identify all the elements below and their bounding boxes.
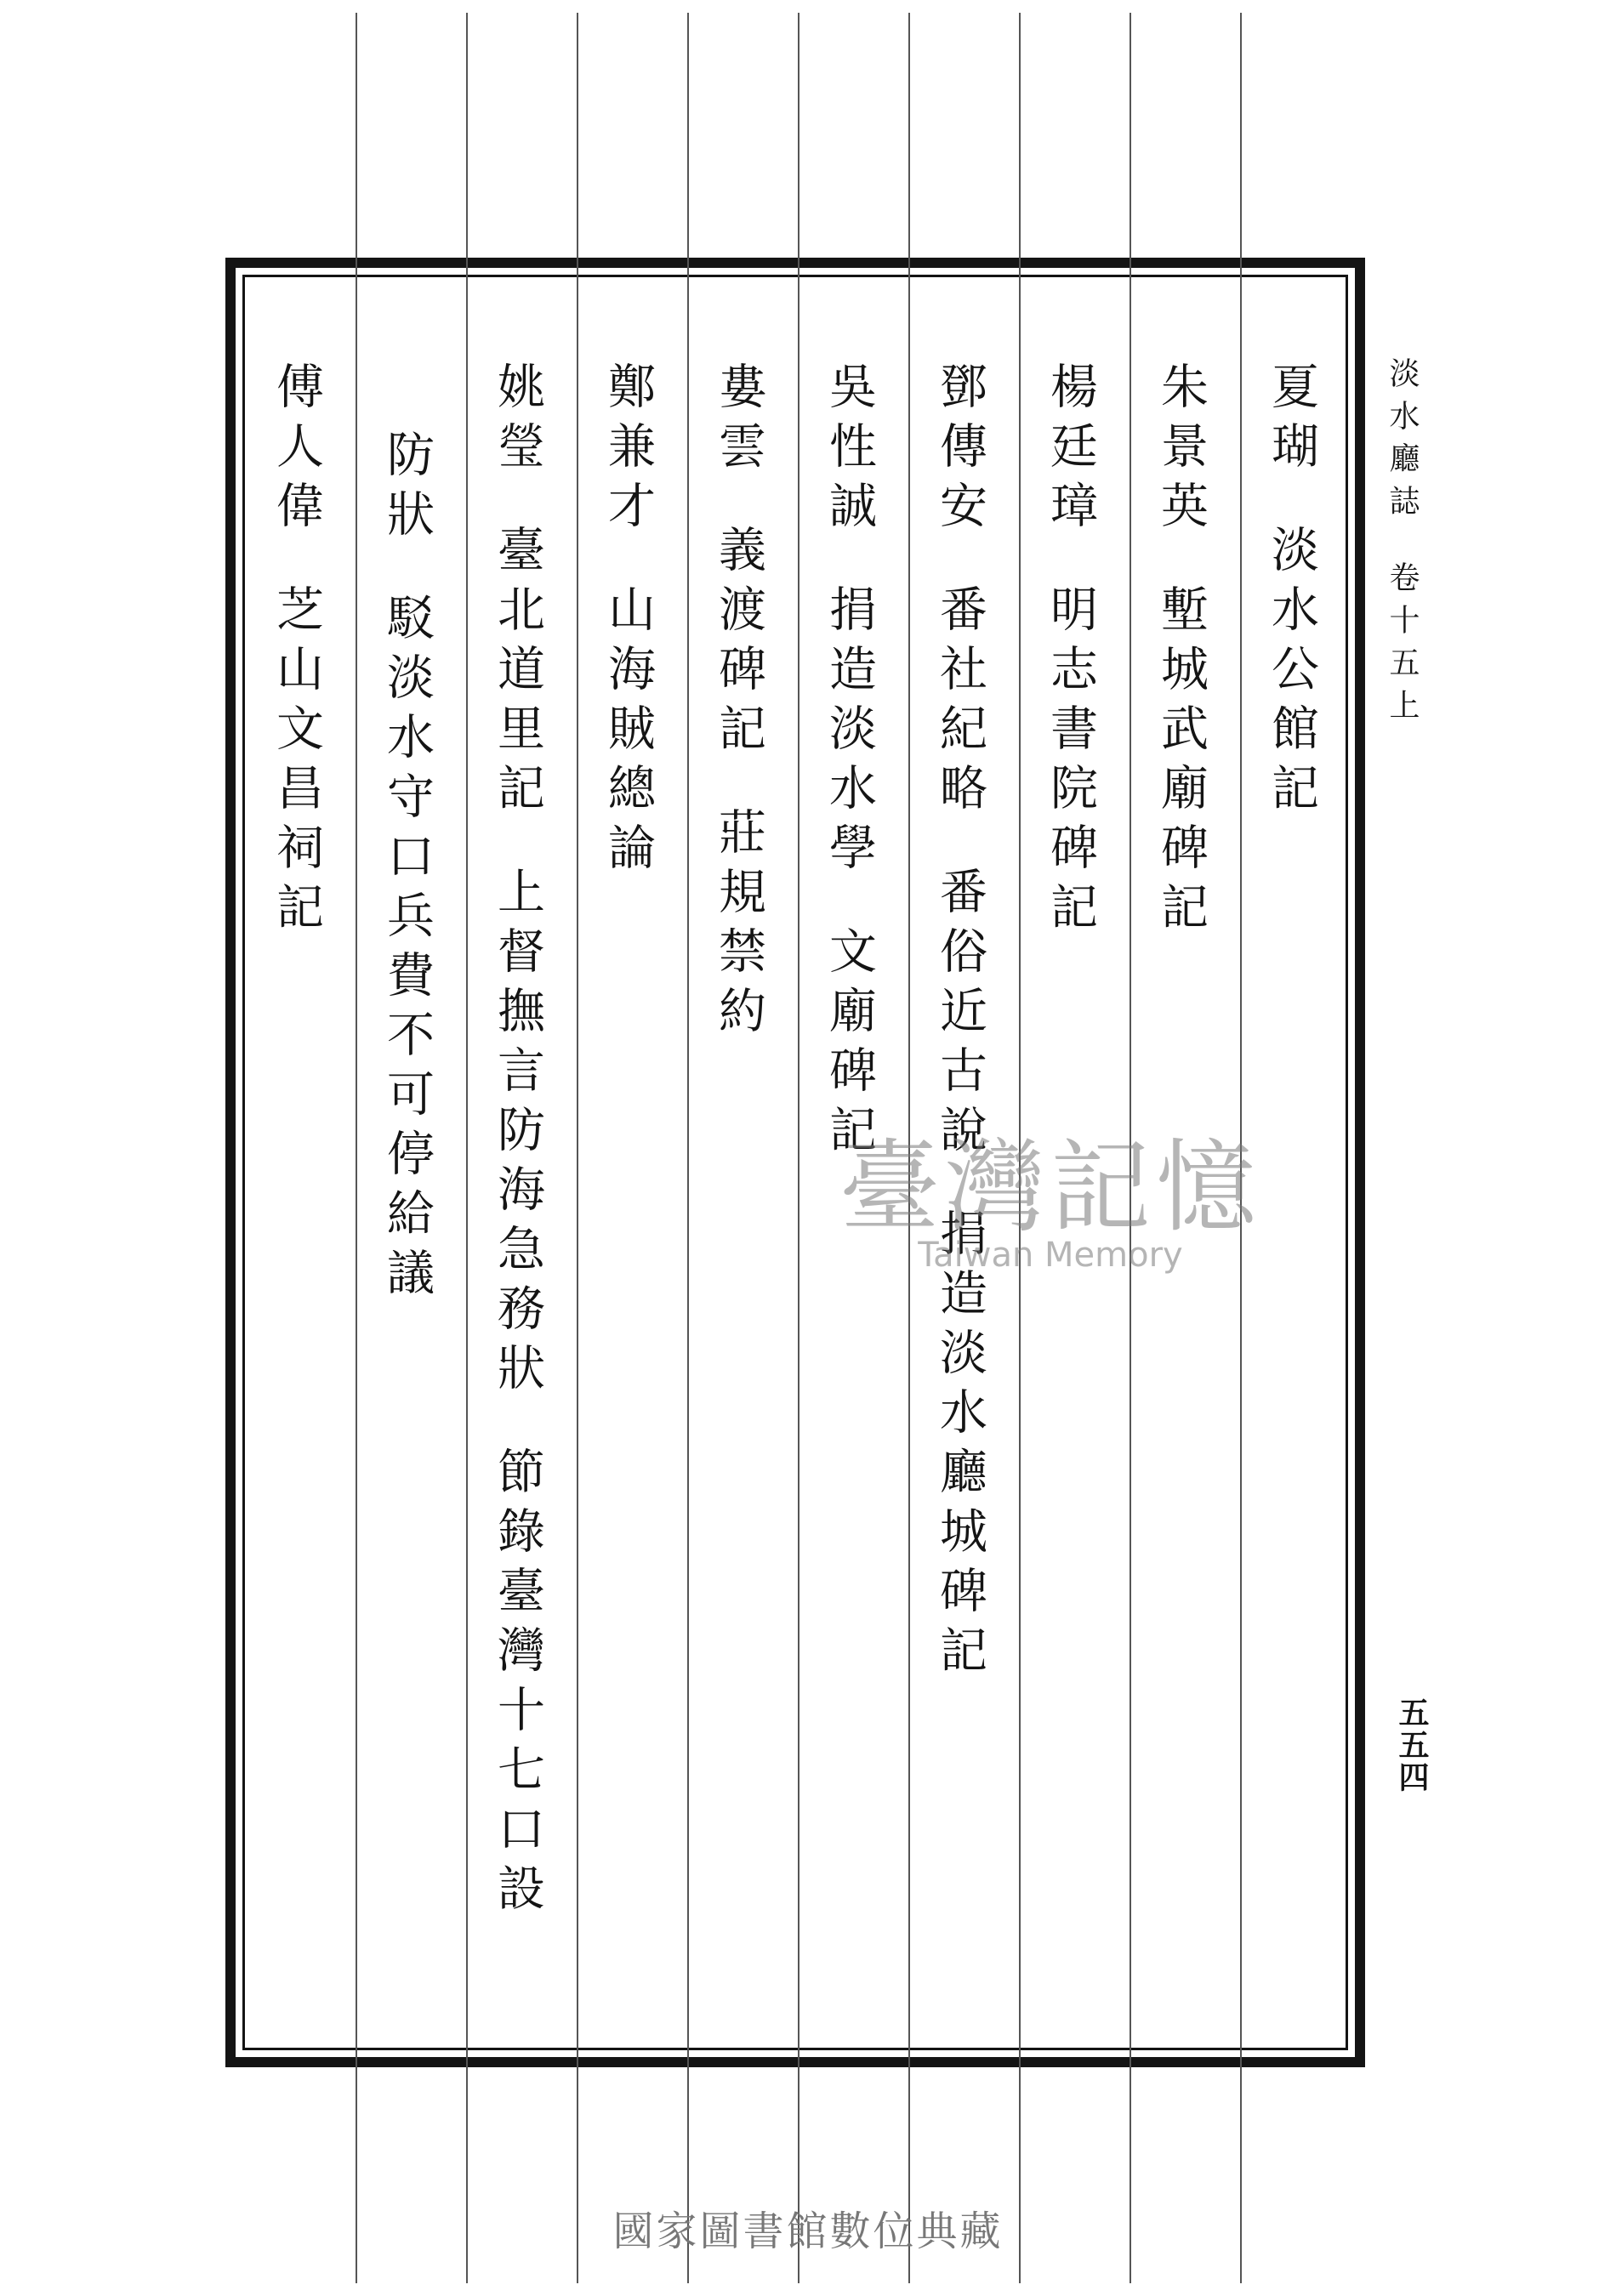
author-name: 傅人偉: [269, 361, 324, 540]
author-name: 楊廷璋: [1043, 361, 1098, 540]
work-title: 芝山文昌祠記: [269, 584, 324, 941]
work-title: 番社紀略: [932, 584, 987, 822]
work-title: 塹城武廟碑記: [1153, 584, 1209, 941]
work-title: 上督撫言防海急務狀: [490, 867, 545, 1402]
work-title: 防狀: [379, 429, 435, 548]
toc-column-6: [711, 361, 766, 2283]
toc-column-4: [932, 361, 987, 2283]
author-name: 朱景英: [1153, 361, 1209, 540]
work-title: 莊規禁約: [711, 807, 766, 1045]
work-title: 山海賊總論: [600, 584, 656, 882]
toc-column-3: [1043, 361, 1098, 2283]
book-title: 淡水廳誌: [1385, 357, 1420, 527]
toc-column-5: [822, 361, 877, 2283]
work-title: 義渡碑記: [711, 525, 766, 763]
work-title: 捐造淡水廳城碑記: [932, 1208, 987, 1685]
toc-column-7: [600, 361, 656, 2283]
author-name: 鄧傳安: [932, 361, 987, 540]
work-title: 淡水公館記: [1264, 525, 1319, 822]
watermark-subtext: Taiwan Memory: [918, 1235, 1183, 1275]
footer-credit: 國家圖書館數位典藏: [612, 2208, 1004, 2255]
author-name: 姚瑩: [490, 361, 545, 480]
work-title: 捐造淡水學: [822, 584, 877, 882]
author-name: 吳性誠: [822, 361, 877, 540]
volume-label: 卷十五上: [1385, 561, 1420, 731]
work-title: 駁淡水守口兵費不可停給議: [379, 593, 435, 1307]
page-number: 五五四: [1394, 1696, 1430, 1793]
work-title: 明志書院碑記: [1043, 584, 1098, 941]
column-rule: [577, 13, 578, 2283]
column-rule: [356, 13, 357, 2283]
toc-column-10: [269, 361, 324, 2283]
column-rule: [687, 13, 689, 2283]
work-title: 番俗近古說: [932, 867, 987, 1164]
column-rule: [798, 13, 799, 2283]
toc-column-8: [490, 361, 545, 2283]
toc-column-2: [1153, 361, 1209, 2283]
author-name: 鄭兼才: [600, 361, 656, 540]
work-title: 節錄臺灣十七口設: [490, 1446, 545, 1923]
watermark-text: 臺灣記憶: [839, 1128, 1261, 1246]
column-rule: [466, 13, 468, 2283]
toc-column-1: [1264, 361, 1319, 2283]
author-name: 婁雲: [711, 361, 766, 480]
margin-header: [1385, 357, 1420, 731]
author-name: 夏瑚: [1264, 361, 1319, 480]
work-title: 臺北道里記: [490, 525, 545, 822]
work-title: 文廟碑記: [822, 926, 877, 1164]
toc-column-9: [379, 429, 435, 2283]
watermark: [812, 1128, 1289, 1275]
